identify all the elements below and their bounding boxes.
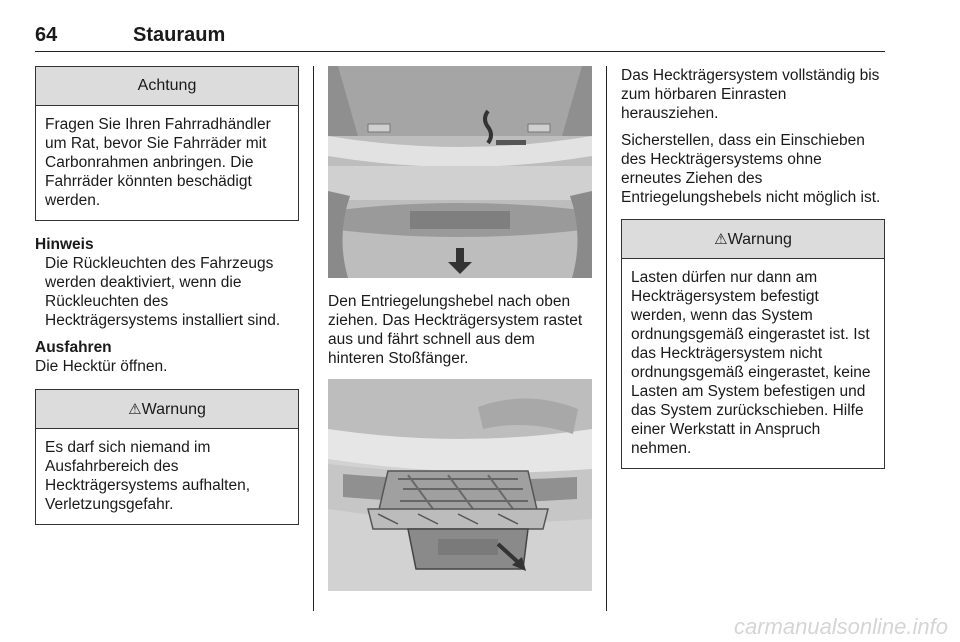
warning-text: Es darf sich niemand im Ausfahrbereich des Heckträgersystems aufhalten, Verletzungsgefahr.	[45, 439, 251, 513]
caution-title: Achtung	[36, 67, 298, 106]
figure-rack-extended	[328, 379, 592, 591]
carrier-illustration	[328, 379, 592, 591]
watermark: carmanualsonline.info	[733, 614, 948, 639]
warning-icon: ⚠	[128, 400, 142, 418]
warning-header	[36, 390, 298, 429]
caution-text: Fragen Sie Ihren Fahrradhändler um Rat, bevor Sie Fahrräder mit Carbonrahmen anbringen. Die Fahrräder könnten beschädigt werden.	[45, 116, 271, 209]
tailgate-illustration	[328, 66, 592, 278]
extend-heading: Ausfahren	[35, 339, 112, 356]
warning-box-load	[621, 219, 885, 469]
column-middle	[328, 66, 592, 591]
warning-box	[35, 389, 299, 525]
column-right	[621, 66, 885, 469]
warning-icon: ⚠	[714, 230, 728, 248]
lock-check-instruction: Sicherstellen, dass ein Einschieben des Heckträgersystems ohne erneutes Ziehen des Entriegelungshebels nicht möglich ist.	[621, 132, 881, 206]
section-title: Stauraum	[133, 24, 226, 46]
warning-text: Lasten dürfen nur dann am Heckträgersystem befestigt werden, wenn das System ordnungsgemäß eingerastet ist. Ist das Heckträgersystem nicht ordnungsgemäß eingerastet, keine Lasten am System befestigen und das System zurückschieben. Hilfe einer Werkstatt in Anspruch nehmen.	[631, 269, 871, 457]
column-divider	[606, 66, 607, 611]
warning-title: Warnung	[727, 231, 792, 248]
column-divider	[313, 66, 314, 611]
figure-release-lever	[328, 66, 592, 278]
page-number: 64	[35, 24, 58, 46]
pull-out-instruction: Das Heckträgersystem vollständig bis zum hörbaren Einrasten herausziehen.	[621, 67, 880, 122]
column-left	[35, 66, 299, 525]
extend-text: Die Hecktür öffnen.	[35, 358, 168, 375]
caution-box	[35, 66, 299, 221]
warning-header	[622, 220, 884, 259]
warning-title: Warnung	[141, 401, 206, 418]
page-header	[35, 24, 885, 52]
release-instruction: Den Entriegelungshebel nach oben ziehen. Das Heckträgersystem rastet aus und fährt schnell aus dem hinteren Stoßfänger.	[328, 293, 583, 367]
note-title: Hinweis	[35, 236, 94, 253]
note-text: Die Rückleuchten des Fahrzeugs werden deaktiviert, wenn die Rückleuchten des Heckträgersystems installiert sind.	[45, 255, 281, 329]
